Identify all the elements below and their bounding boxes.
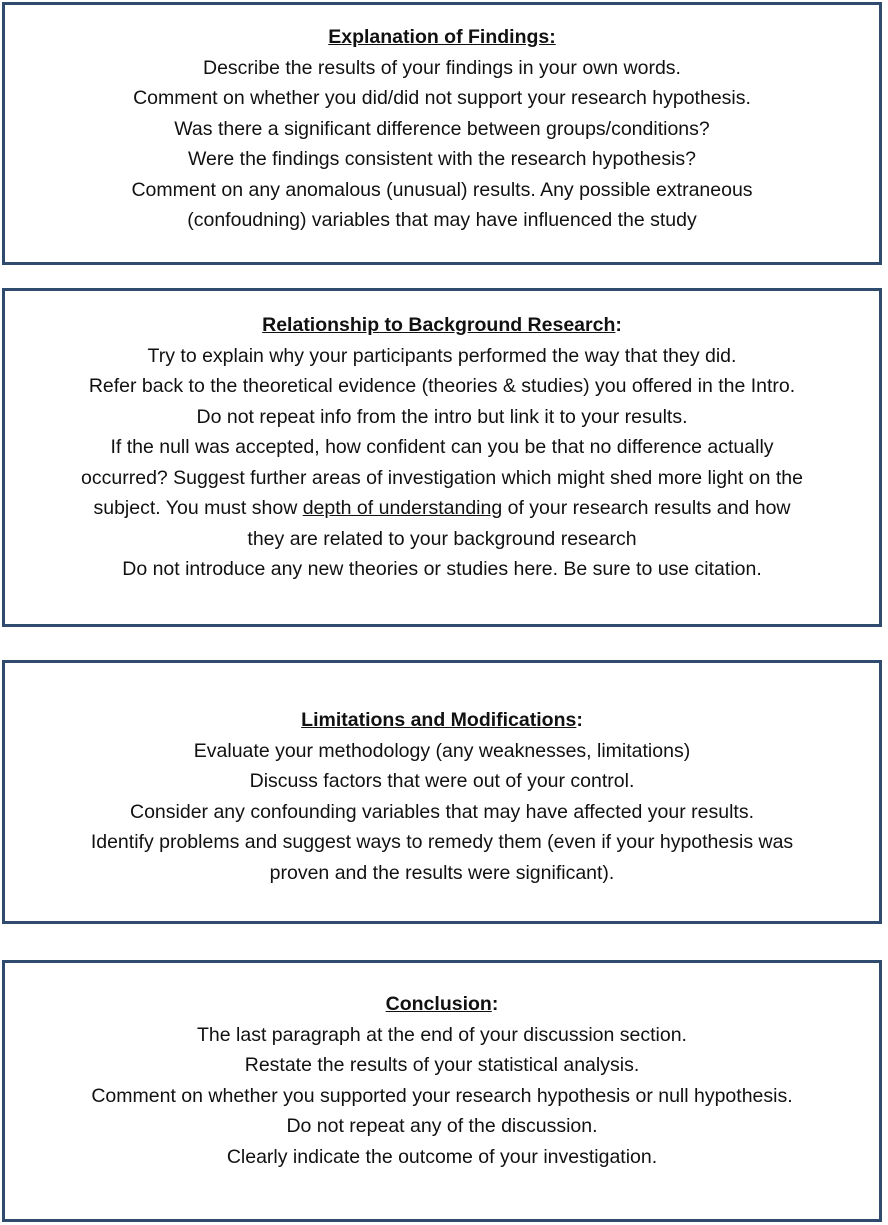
text-line: occurred? Suggest further areas of investigation which might shed more light on the — [81, 466, 803, 489]
text-line: Try to explain why your participants performed the way that they did. — [147, 344, 737, 367]
text-line: The last paragraph at the end of your discussion section. — [197, 1023, 687, 1046]
text-line: Identify problems and suggest ways to remedy them (even if your hypothesis was — [90, 831, 794, 853]
section-conclusion — [2, 960, 882, 1222]
text-line: Describe the results of your findings in your own words. — [203, 56, 681, 79]
text-line: Comment on any anomalous (unusual) results. Any possible extraneous — [131, 178, 753, 201]
text-line: Evaluate your methodology (any weaknesses, limitations) — [193, 739, 691, 762]
heading-suffix: : — [615, 314, 622, 336]
section-limitations-and-modifications — [2, 660, 882, 924]
text-line: Refer back to the theoretical evidence (theories & studies) you offered in the Intro. — [88, 375, 796, 397]
text-line: Discuss factors that were out of your control. — [249, 770, 635, 792]
text-fragment: of your research results and how — [502, 497, 791, 519]
text-line: Do not repeat any of the discussion. — [286, 1115, 598, 1137]
text-line: Restate the results of your statistical analysis. — [244, 1054, 640, 1076]
heading-text: Relationship to Background Research — [262, 314, 616, 336]
text-line: Clearly indicate the outcome of your investigation. — [226, 1145, 658, 1168]
heading-text: Explanation of Findings: — [328, 26, 556, 48]
heading-text: Limitations and Modifications — [301, 709, 577, 731]
text-line: Consider any confounding variables that may have affected your results. — [130, 800, 754, 823]
text-line: If the null was accepted, how confident can you be that no difference actually — [110, 436, 774, 458]
section-heading — [5, 22, 879, 53]
text-line: Was there a significant difference between groups/conditions? — [174, 117, 710, 140]
heading-suffix: : — [491, 993, 499, 1015]
text-line: they are related to your background research — [247, 527, 637, 550]
text-line: Comment on whether you did/did not support your research hypothesis. — [133, 87, 751, 109]
text-line-with-emphasis — [5, 493, 879, 524]
section-relationship-to-background-research — [2, 288, 882, 627]
text-line: Comment on whether you supported your research hypothesis or null hypothesis. — [91, 1084, 793, 1107]
section-heading — [5, 705, 879, 736]
text-fragment: subject. You must show — [93, 497, 303, 519]
section-explanation-of-findings — [2, 2, 882, 265]
heading-suffix: : — [576, 709, 583, 731]
section-heading — [5, 989, 879, 1020]
text-line: proven and the results were significant). — [269, 861, 615, 884]
underlined-phrase: depth of understanding — [302, 497, 503, 519]
text-line: Do not repeat info from the intro but link it to your results. — [196, 405, 688, 428]
heading-text: Conclusion — [385, 993, 492, 1015]
section-heading — [5, 310, 879, 341]
text-line: Do not introduce any new theories or studies here. Be sure to use citation. — [122, 558, 762, 580]
text-line: (confoudning) variables that may have influenced the study — [187, 209, 697, 231]
text-line: Were the findings consistent with the research hypothesis? — [188, 148, 696, 170]
